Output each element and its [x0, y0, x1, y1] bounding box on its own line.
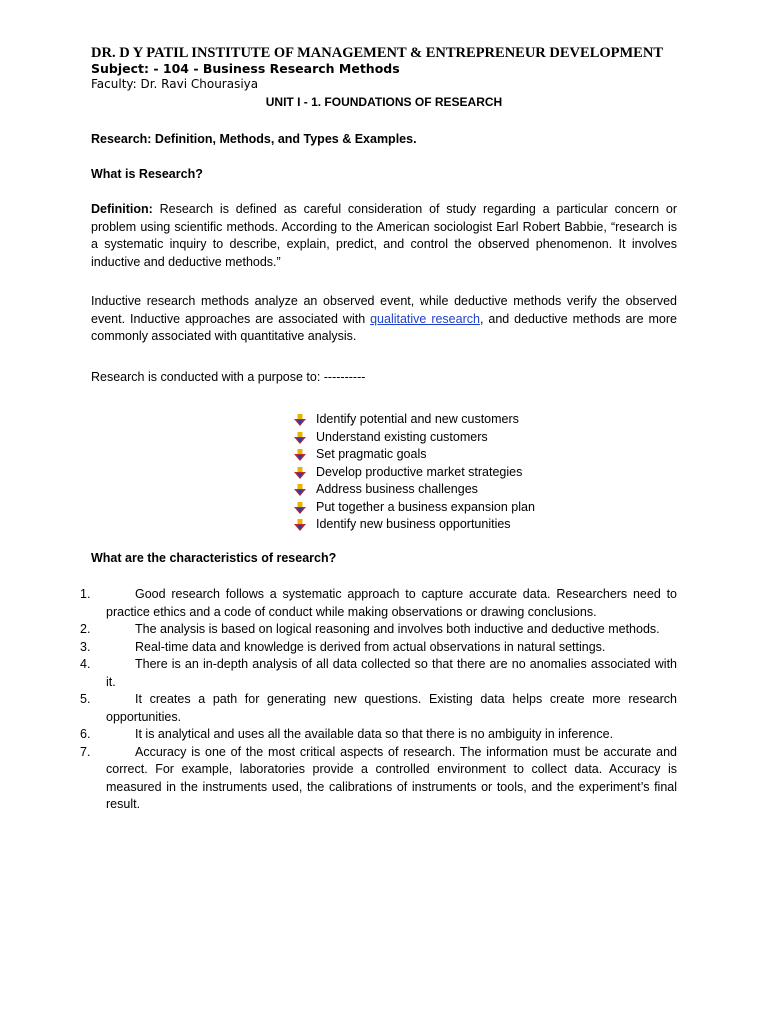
qualitative-research-link[interactable]: qualitative research	[370, 311, 480, 326]
what-is-heading: What is Research?	[91, 167, 203, 181]
item-text: Good research follows a systematic approach to capture accurate data. Researchers need to practice ethics and a code of conduct while making observations or drawing conclusions.	[106, 587, 677, 619]
arrow-bullet-icon	[294, 432, 306, 444]
purpose-text: Develop productive market strategies	[316, 464, 523, 479]
list-item	[294, 481, 535, 499]
item-number: 7.	[80, 744, 91, 759]
list-item	[294, 429, 535, 447]
definition-paragraph	[91, 201, 677, 271]
purpose-intro: Research is conducted with a purpose to: ----------	[91, 370, 366, 384]
item-text: Real-time data and knowledge is derived from actual observations in natural settings.	[135, 639, 606, 654]
purpose-list	[294, 411, 535, 534]
list-item	[80, 656, 677, 691]
inductive-text-before: Inductive research methods analyze an observed event, while deductive methods verify the observed event. Inductive approaches are associated with	[91, 294, 677, 326]
item-text: There is an in-depth analysis of all data collected so that there are no anomalies associated with it.	[106, 657, 677, 689]
list-item	[294, 411, 535, 429]
item-text: Accuracy is one of the most critical aspects of research. The information must be accurate and correct. For example, laboratories provide a controlled environment to collect data. Accuracy is measured in the instruments used, the calibrations of instruments or tools, and the experiment’s final result.	[106, 744, 677, 811]
characteristics-heading: What are the characteristics of research?	[91, 551, 337, 565]
unit-title: UNIT I - 1. FOUNDATIONS OF RESEARCH	[265, 95, 503, 109]
definition-text: Research is defined as careful consideration of study regarding a particular concern or problem using scientific methods. According to the American sociologist Earl Robert Babbie, “research is a systematic inquiry to describe, explain, predict, and control the observed phenomenon. It involves inductive and deductive methods.”	[91, 202, 677, 269]
item-number: 3.	[80, 639, 91, 654]
list-item	[294, 464, 535, 482]
item-number: 1.	[80, 587, 91, 601]
subject-line: Subject: - 104 - Business Research Methods	[91, 61, 400, 76]
purpose-text: Address business challenges	[316, 482, 478, 496]
list-item	[294, 516, 535, 534]
item-text: It creates a path for generating new questions. Existing data helps create more research opportunities.	[106, 692, 677, 724]
purpose-text: Understand existing customers	[316, 429, 488, 444]
list-item	[80, 691, 677, 726]
arrow-bullet-icon	[294, 502, 306, 514]
characteristics-list	[80, 586, 677, 814]
institute-name: DR. D Y PATIL INSTITUTE OF MANAGEMENT & ENTREPRENEUR DEVELOPMENT	[91, 45, 663, 61]
purpose-text: Identify new business opportunities	[316, 517, 511, 531]
list-item	[80, 621, 677, 639]
faculty-line: Faculty: Dr. Ravi Chourasiya	[91, 77, 259, 91]
list-item	[80, 586, 677, 621]
definition-label: Definition:	[91, 202, 153, 216]
item-text: The analysis is based on logical reasoning and involves both inductive and deductive methods.	[135, 622, 660, 636]
inductive-text-after: , and deductive methods are more commonly associated with quantitative analysis.	[91, 311, 677, 343]
list-item	[80, 726, 677, 744]
item-number: 5.	[80, 692, 91, 706]
item-number: 6.	[80, 727, 91, 741]
arrow-bullet-icon	[294, 449, 306, 461]
purpose-text: Put together a business expansion plan	[316, 499, 535, 514]
purpose-text: Identify potential and new customers	[316, 412, 519, 426]
section-heading: Research: Definition, Methods, and Types & Examples.	[91, 132, 417, 146]
list-item	[294, 499, 535, 517]
item-number: 4.	[80, 657, 91, 671]
list-item	[294, 446, 535, 464]
arrow-bullet-icon	[294, 484, 306, 496]
purpose-text: Set pragmatic goals	[316, 447, 427, 461]
arrow-bullet-icon	[294, 467, 306, 479]
list-item	[80, 639, 677, 657]
item-number: 2.	[80, 622, 91, 636]
list-item	[80, 744, 677, 814]
arrow-bullet-icon	[294, 519, 306, 531]
arrow-bullet-icon	[294, 414, 306, 426]
item-text: It is analytical and uses all the available data so that there is no ambiguity in inference.	[135, 727, 614, 741]
inductive-paragraph	[91, 293, 677, 346]
